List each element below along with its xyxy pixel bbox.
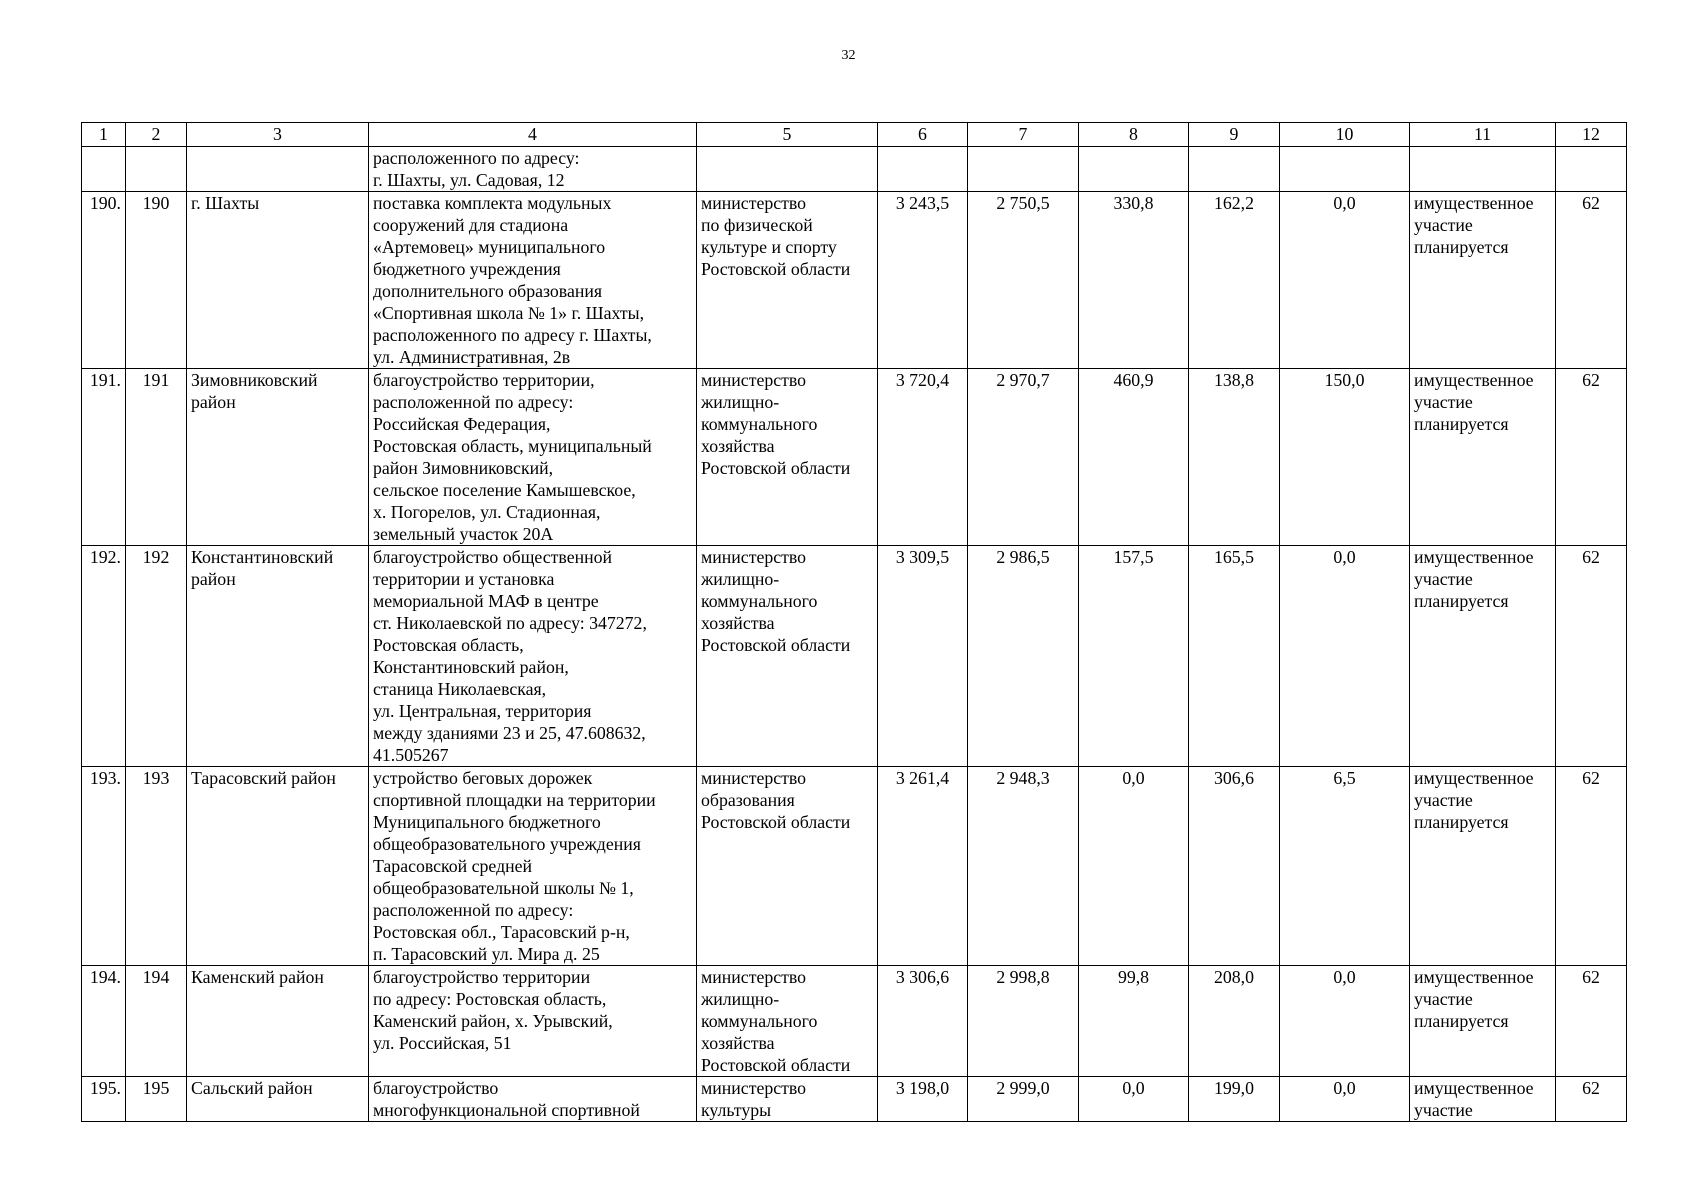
cell-col7: [968, 147, 1079, 192]
table-row: [82, 546, 1627, 767]
cell-participation: имущественное участие: [1410, 1077, 1556, 1122]
cell-row-number: 194.: [82, 966, 126, 1077]
cell-row-number: 191.: [82, 369, 126, 546]
cell-col8: [1079, 147, 1189, 192]
cell-col8: 99,8: [1079, 966, 1189, 1077]
cell-col7: 2 998,8: [968, 966, 1079, 1077]
cell-col12: 62: [1556, 192, 1627, 369]
table-row: [82, 966, 1627, 1077]
cell-municipality: Зимовниковский район: [187, 369, 369, 546]
cell-ministry: министерство жилищно- коммунального хозяйства Ростовской области: [697, 546, 878, 767]
cell-description: поставка комплекта модульных сооружений для стадиона «Артемовец» муниципального бюджетного учреждения дополнительного образования «Спортивная школа № 1» г. Шахты, расположенного по адресу г. Шахты, ул. Административная, 2в: [369, 192, 697, 369]
cell-description: расположенного по адресу: г. Шахты, ул. Садовая, 12: [369, 147, 697, 192]
data-table: [81, 122, 1627, 1122]
cell-id: 194: [126, 966, 187, 1077]
cell-col10: [1280, 147, 1410, 192]
cell-municipality: Тарасовский район: [187, 767, 369, 966]
cell-col8: 460,9: [1079, 369, 1189, 546]
cell-id: 191: [126, 369, 187, 546]
cell-id: 195: [126, 1077, 187, 1122]
table-row: [82, 1077, 1627, 1122]
table-row: [82, 369, 1627, 546]
cell-total: [878, 147, 968, 192]
cell-municipality: Константиновский район: [187, 546, 369, 767]
cell-ministry: министерство жилищно- коммунального хозяйства Ростовской области: [697, 369, 878, 546]
cell-total: 3 720,4: [878, 369, 968, 546]
cell-municipality: г. Шахты: [187, 192, 369, 369]
cell-description: благоустройство многофункциональной спортивной: [369, 1077, 697, 1122]
cell-row-number: 192.: [82, 546, 126, 767]
cell-total: 3 243,5: [878, 192, 968, 369]
cell-description: благоустройство территории, расположенной по адресу: Российская Федерация, Ростовская область, муниципальный район Зимовниковский, сельское поселение Камышевское, х. Погорелов, ул. Стадионная, земельный участок 20А: [369, 369, 697, 546]
column-header: 1: [82, 123, 126, 147]
cell-id: 192: [126, 546, 187, 767]
cell-municipality: Каменский район: [187, 966, 369, 1077]
cell-participation: [1410, 147, 1556, 192]
cell-col12: 62: [1556, 767, 1627, 966]
cell-municipality: Сальский район: [187, 1077, 369, 1122]
cell-description: благоустройство общественной территории и установка мемориальной МАФ в центре ст. Николаевской по адресу: 347272, Ростовская область, Константиновский район, станица Николаевская, ул. Центральная, территория между зданиями 23 и 25, 47.608632, 41.505267: [369, 546, 697, 767]
cell-id: 190: [126, 192, 187, 369]
cell-description: благоустройство территории по адресу: Ростовская область, Каменский район, х. Урывский, ул. Российская, 51: [369, 966, 697, 1077]
cell-col10: 6,5: [1280, 767, 1410, 966]
cell-total: 3 198,0: [878, 1077, 968, 1122]
cell-col9: 138,8: [1189, 369, 1280, 546]
cell-total: 3 261,4: [878, 767, 968, 966]
header-row: [82, 123, 1627, 147]
cell-col9: 162,2: [1189, 192, 1280, 369]
cell-ministry: министерство жилищно- коммунального хозяйства Ростовской области: [697, 966, 878, 1077]
column-header: 9: [1189, 123, 1280, 147]
cell-row-number: 195.: [82, 1077, 126, 1122]
cell-row-number: [82, 147, 126, 192]
table-row: [82, 767, 1627, 966]
page-number: 32: [841, 48, 856, 63]
cell-col9: 208,0: [1189, 966, 1280, 1077]
table-body: [82, 147, 1627, 1122]
cell-col10: 0,0: [1280, 192, 1410, 369]
column-header: 2: [126, 123, 187, 147]
cell-ministry: министерство культуры: [697, 1077, 878, 1122]
cell-municipality: [187, 147, 369, 192]
cell-col10: 150,0: [1280, 369, 1410, 546]
cell-col10: 0,0: [1280, 546, 1410, 767]
cell-total: 3 306,6: [878, 966, 968, 1077]
table-row: [82, 192, 1627, 369]
cell-col8: 0,0: [1079, 1077, 1189, 1122]
column-header: 5: [697, 123, 878, 147]
cell-col12: [1556, 147, 1627, 192]
column-header: 8: [1079, 123, 1189, 147]
cell-id: 193: [126, 767, 187, 966]
column-header: 11: [1410, 123, 1556, 147]
table-row: [82, 147, 1627, 192]
cell-col7: 2 986,5: [968, 546, 1079, 767]
cell-id: [126, 147, 187, 192]
cell-col12: 62: [1556, 1077, 1627, 1122]
cell-ministry: [697, 147, 878, 192]
cell-col10: 0,0: [1280, 1077, 1410, 1122]
cell-row-number: 193.: [82, 767, 126, 966]
column-header: 7: [968, 123, 1079, 147]
cell-total: 3 309,5: [878, 546, 968, 767]
cell-row-number: 190.: [82, 192, 126, 369]
cell-participation: имущественное участие планируется: [1410, 546, 1556, 767]
cell-col12: 62: [1556, 369, 1627, 546]
cell-col9: 199,0: [1189, 1077, 1280, 1122]
cell-col12: 62: [1556, 546, 1627, 767]
cell-participation: имущественное участие планируется: [1410, 369, 1556, 546]
cell-col7: 2 750,5: [968, 192, 1079, 369]
cell-col8: 0,0: [1079, 767, 1189, 966]
column-header: 6: [878, 123, 968, 147]
cell-col9: [1189, 147, 1280, 192]
cell-participation: имущественное участие планируется: [1410, 966, 1556, 1077]
cell-col8: 330,8: [1079, 192, 1189, 369]
cell-ministry: министерство образования Ростовской области: [697, 767, 878, 966]
cell-description: устройство беговых дорожек спортивной площадки на территории Муниципального бюджетного общеобразовательного учреждения Тарасовской средней общеобразовательной школы № 1, расположенной по адресу: Ростовская обл., Тарасовский р-н, п. Тарасовский ул. Мира д. 25: [369, 767, 697, 966]
cell-col7: 2 970,7: [968, 369, 1079, 546]
column-header: 4: [369, 123, 697, 147]
cell-col7: 2 999,0: [968, 1077, 1079, 1122]
cell-col9: 165,5: [1189, 546, 1280, 767]
column-header: 3: [187, 123, 369, 147]
cell-col12: 62: [1556, 966, 1627, 1077]
cell-col10: 0,0: [1280, 966, 1410, 1077]
column-header: 10: [1280, 123, 1410, 147]
cell-participation: имущественное участие планируется: [1410, 767, 1556, 966]
cell-col8: 157,5: [1079, 546, 1189, 767]
cell-col9: 306,6: [1189, 767, 1280, 966]
column-header: 12: [1556, 123, 1627, 147]
cell-col7: 2 948,3: [968, 767, 1079, 966]
cell-participation: имущественное участие планируется: [1410, 192, 1556, 369]
cell-ministry: министерство по физической культуре и спорту Ростовской области: [697, 192, 878, 369]
